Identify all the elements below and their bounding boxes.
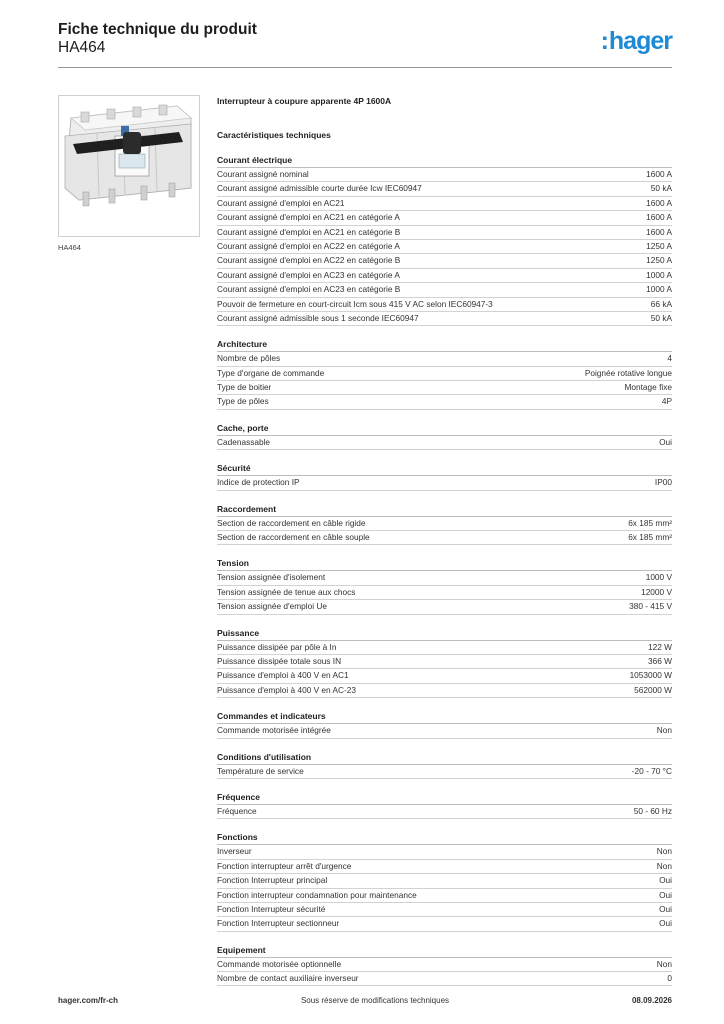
spec-value: 66 kA: [650, 298, 672, 309]
spec-value: 50 - 60 Hz: [633, 805, 672, 816]
page-footer: [58, 993, 672, 1007]
logo-text: hager: [608, 27, 672, 55]
image-caption: HA464: [58, 243, 81, 252]
spec-value: 6x 185 mm²: [628, 517, 672, 528]
spec-row: [217, 889, 672, 903]
section-title: Tension: [217, 557, 672, 571]
section-title: Sécurité: [217, 462, 672, 476]
spec-value: 1600 A: [646, 169, 672, 179]
spec-label: Température de service: [217, 765, 304, 776]
spec-value: 1000 A: [646, 269, 672, 280]
spec-label: Nombre de contact auxiliaire inverseur: [217, 973, 359, 984]
spec-section: [217, 462, 672, 490]
spec-section: [217, 751, 672, 779]
spec-label: Pouvoir de fermeture en court-circuit Icm sous 415 V AC selon IEC60947-3: [217, 298, 493, 309]
spec-section: [217, 503, 672, 546]
spec-value: 562000 W: [634, 684, 672, 695]
spec-row: [217, 805, 672, 819]
spec-label: Fonction interrupteur condamnation pour maintenance: [217, 889, 417, 900]
spec-row: [217, 903, 672, 917]
spec-label: Tension assignée d'emploi Ue: [217, 601, 327, 612]
spec-value: 1600 A: [646, 212, 672, 223]
header-divider: [58, 67, 672, 68]
spec-label: Section de raccordement en câble souple: [217, 532, 370, 543]
spec-value: Oui: [659, 889, 672, 900]
spec-value: 0: [667, 973, 672, 984]
spec-label: Courant assigné d'emploi en AC21: [217, 197, 345, 208]
spec-label: Commande motorisée intégrée: [217, 725, 331, 736]
spec-label: Puissance dissipée par pôle à In: [217, 641, 337, 652]
spec-label: Courant assigné admissible sous 1 seconde IEC60947: [217, 312, 419, 323]
section-title: Commandes et indicateurs: [217, 710, 672, 724]
spec-label: Type d'organe de commande: [217, 367, 325, 378]
spec-label: Inverseur: [217, 846, 252, 857]
spec-value: 1600 A: [646, 197, 672, 208]
spec-row: [217, 600, 672, 614]
spec-row: [217, 476, 672, 490]
spec-value: 1000 V: [645, 572, 672, 583]
spec-row: [217, 226, 672, 240]
section-title: Fonctions: [217, 831, 672, 845]
spec-label: Cadenassable: [217, 436, 271, 447]
spec-label: Courant assigné d'emploi en AC23 en catégorie A: [217, 269, 400, 280]
spec-row: [217, 395, 672, 409]
spec-label: Courant assigné d'emploi en AC23 en catégorie B: [217, 284, 401, 295]
section-title: Conditions d'utilisation: [217, 751, 672, 765]
spec-row: [217, 571, 672, 585]
spec-label: Indice de protection IP: [217, 477, 300, 488]
section-title: Raccordement: [217, 503, 672, 517]
product-reference: HA464: [58, 39, 106, 56]
document-title: Fiche technique du produit: [58, 21, 257, 38]
spec-value: Non: [656, 725, 672, 736]
spec-row: [217, 874, 672, 888]
spec-label: Puissance d'emploi à 400 V en AC1: [217, 670, 349, 681]
spec-section: [217, 557, 672, 614]
spec-section: [217, 154, 672, 326]
spec-value: Oui: [659, 436, 672, 447]
spec-label: Fonction Interrupteur sécurité: [217, 903, 326, 914]
spec-row: [217, 586, 672, 600]
spec-value: Montage fixe: [624, 382, 672, 393]
spec-value: Oui: [659, 918, 672, 929]
spec-label: Type de pôles: [217, 396, 269, 407]
spec-value: 1600 A: [646, 226, 672, 237]
spec-row: [217, 860, 672, 874]
spec-row: [217, 845, 672, 859]
spec-value: -20 - 70 °C: [631, 765, 672, 776]
spec-label: Type de boitier: [217, 382, 272, 393]
spec-label: Fonction interrupteur arrêt d'urgence: [217, 860, 352, 871]
spec-row: [217, 517, 672, 531]
spec-section: [217, 422, 672, 450]
spec-value: Non: [656, 860, 672, 871]
spec-value: 6x 185 mm²: [628, 532, 672, 543]
spec-label: Tension assignée de tenue aux chocs: [217, 586, 356, 597]
spec-section: [217, 710, 672, 738]
spec-row: [217, 958, 672, 972]
spec-row: [217, 436, 672, 450]
spec-value: Oui: [659, 903, 672, 914]
spec-label: Fonction Interrupteur sectionneur: [217, 918, 340, 929]
spec-row: [217, 352, 672, 366]
spec-value: 4: [667, 353, 672, 364]
spec-row: [217, 211, 672, 225]
spec-value: 1053000 W: [629, 670, 672, 681]
spec-label: Courant assigné d'emploi en AC21 en catégorie B: [217, 226, 401, 237]
spec-value: 122 W: [648, 641, 672, 652]
spec-label: Courant assigné d'emploi en AC22 en catégorie A: [217, 240, 400, 251]
spec-row: [217, 531, 672, 545]
spec-label: Fréquence: [217, 805, 257, 816]
section-title: Equipement: [217, 944, 672, 958]
spec-value: 50 kA: [650, 312, 672, 323]
section-title: Courant électrique: [217, 154, 672, 168]
spec-row: [217, 684, 672, 698]
spec-label: Tension assignée d'isolement: [217, 572, 326, 583]
spec-section: [217, 627, 672, 699]
section-title: Fréquence: [217, 791, 672, 805]
spec-value: Non: [656, 846, 672, 857]
spec-label: Courant assigné d'emploi en AC22 en catégorie B: [217, 255, 401, 266]
spec-label: Puissance d'emploi à 400 V en AC-23: [217, 684, 357, 695]
spec-label: Courant assigné nominal: [217, 169, 309, 179]
spec-value: Oui: [659, 875, 672, 886]
spec-row: [217, 724, 672, 738]
product-name: Interrupteur à coupure apparente 4P 1600A: [217, 96, 392, 106]
section-title: Architecture: [217, 338, 672, 352]
spec-label: Courant assigné d'emploi en AC21 en catégorie A: [217, 212, 400, 223]
spec-value: 12000 V: [641, 586, 672, 597]
spec-row: [217, 197, 672, 211]
footer-notice: Sous réserve de modifications techniques: [300, 995, 450, 1005]
spec-label: Puissance dissipée totale sous IN: [217, 655, 342, 666]
spec-label: Section de raccordement en câble rigide: [217, 517, 366, 528]
spec-row: [217, 765, 672, 779]
page-header: [58, 21, 672, 67]
spec-row: [217, 655, 672, 669]
product-image: [58, 95, 200, 237]
spec-value: 366 W: [648, 655, 672, 666]
spec-label: Nombre de pôles: [217, 353, 281, 364]
spec-value: 1000 A: [646, 284, 672, 295]
spec-row: [217, 367, 672, 381]
switch-disconnector-illustration: [59, 96, 199, 236]
spec-section: [217, 791, 672, 819]
section-title: Puissance: [217, 627, 672, 641]
footer-date: 08.09.2026: [631, 995, 672, 1005]
spec-row: [217, 283, 672, 297]
spec-value: Non: [656, 958, 672, 969]
spec-row: [217, 168, 672, 182]
spec-row: [217, 298, 672, 312]
spec-row: [217, 182, 672, 196]
spec-row: [217, 269, 672, 283]
spec-row: [217, 312, 672, 326]
footer-website[interactable]: hager.com/fr-ch: [58, 995, 119, 1005]
spec-row: [217, 669, 672, 683]
spec-value: Poignée rotative longue: [584, 367, 672, 378]
spec-row: [217, 381, 672, 395]
spec-row: [217, 240, 672, 254]
spec-label: Commande motorisée optionnelle: [217, 958, 342, 969]
spec-heading: Caractéristiques techniques: [217, 130, 331, 140]
spec-label: Fonction Interrupteur principal: [217, 875, 328, 886]
spec-section: [217, 831, 672, 931]
spec-row: [217, 641, 672, 655]
spec-row: [217, 917, 672, 931]
spec-value: IP00: [654, 477, 672, 488]
spec-content: [217, 96, 672, 986]
spec-value: 1250 A: [646, 240, 672, 251]
spec-sections: [217, 154, 672, 986]
section-title: Cache, porte: [217, 422, 672, 436]
spec-section: [217, 944, 672, 987]
spec-row: [217, 254, 672, 268]
hager-logo: :hager: [600, 27, 672, 55]
spec-row: [217, 972, 672, 986]
spec-label: Courant assigné admissible courte durée Icw IEC60947: [217, 183, 422, 194]
spec-value: 1250 A: [646, 255, 672, 266]
spec-value: 380 - 415 V: [629, 601, 672, 612]
spec-value: 4P: [661, 396, 672, 407]
spec-section: [217, 338, 672, 410]
spec-value: 50 kA: [650, 183, 672, 194]
